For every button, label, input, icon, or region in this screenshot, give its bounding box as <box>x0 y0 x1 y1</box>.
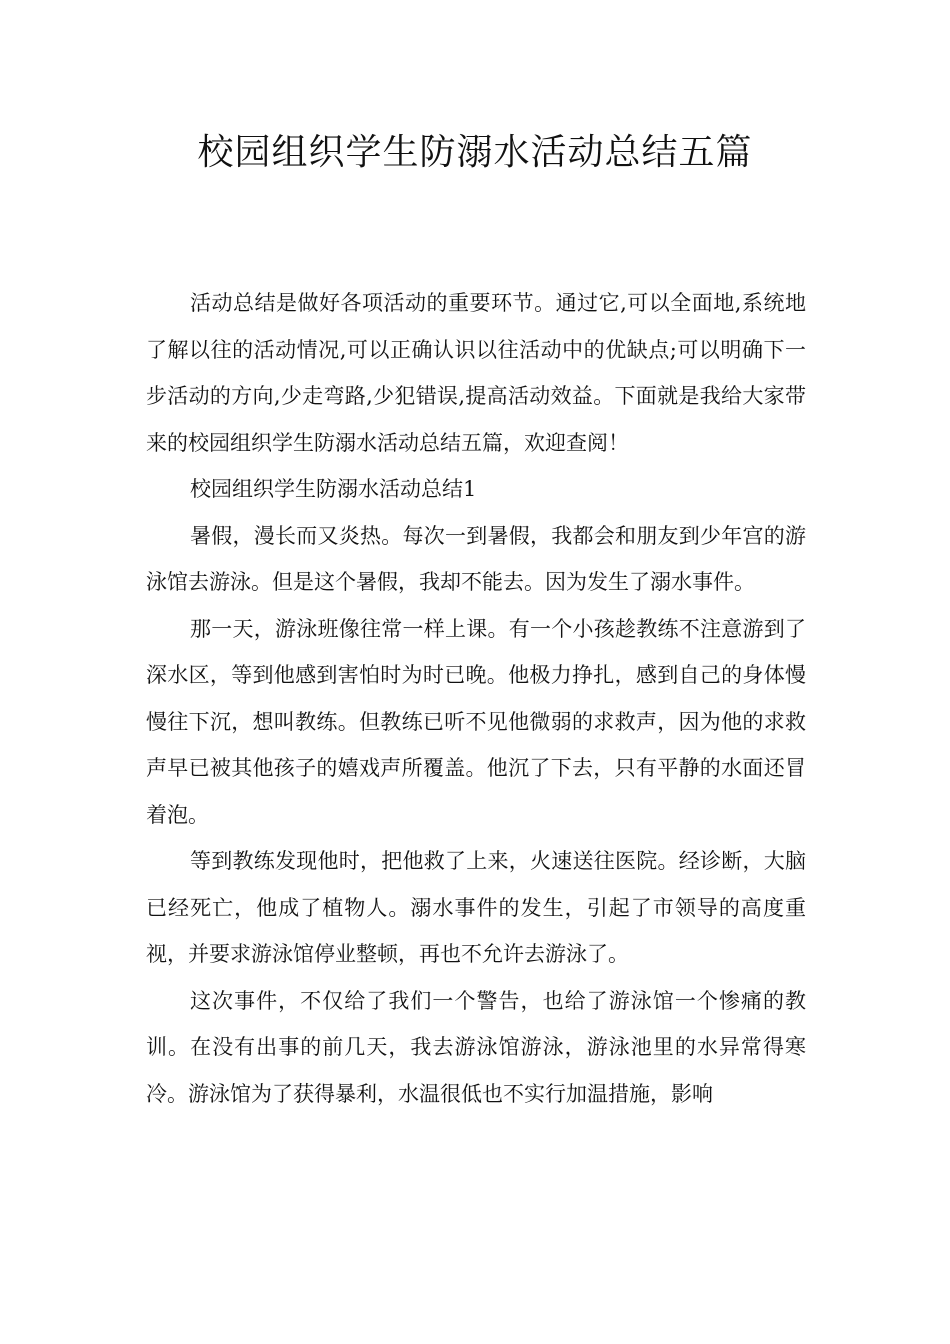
body-paragraph: 那一天，游泳班像往常一样上课。有一个小孩趁教练不注意游到了深水区，等到他感到害怕时为时已晚。他极力挣扎，感到自己的身体慢慢往下沉，想叫教练。但教练已听不见他微弱的求救声，因为他的求救声早已被其他孩子的嬉戏声所覆盖。他沉了下去，只有平静的水面还冒着泡。 <box>146 616 806 827</box>
body-paragraph: 暑假，漫长而又炎热。每次一到暑假，我都会和朋友到少年宫的游泳馆去游泳。但是这个暑假，我却不能去。因为发生了溺水事件。 <box>146 523 806 594</box>
intro-paragraph: 活动总结是做好各项活动的重要环节。通过它,可以全面地,系统地了解以往的活动情况,可以正确认识以往活动中的优缺点;可以明确下一步活动的方向,少走弯路,少犯错误,提高活动效益。下面就是我给大家带来的校园组织学生防溺水活动总结五篇，欢迎查阅！ <box>146 291 806 455</box>
section-heading: 校园组织学生防溺水活动总结1 <box>190 477 477 501</box>
body-paragraph: 等到教练发现他时，把他救了上来，火速送往医院。经诊断，大脑已经死亡，他成了植物人。溺水事件的发生，引起了市领导的高度重视，并要求游泳馆停业整顿，再也不允许去游泳了。 <box>146 849 806 966</box>
document-body <box>146 280 806 1117</box>
document-title: 校园组织学生防溺水活动总结五篇 <box>197 132 753 173</box>
body-paragraph: 这次事件，不仅给了我们一个警告，也给了游泳馆一个惨痛的教训。在没有出事的前几天，我去游泳馆游泳，游泳池里的水异常得寒冷。游泳馆为了获得暴利，水温很低也不实行加温措施，影响 <box>146 988 806 1106</box>
